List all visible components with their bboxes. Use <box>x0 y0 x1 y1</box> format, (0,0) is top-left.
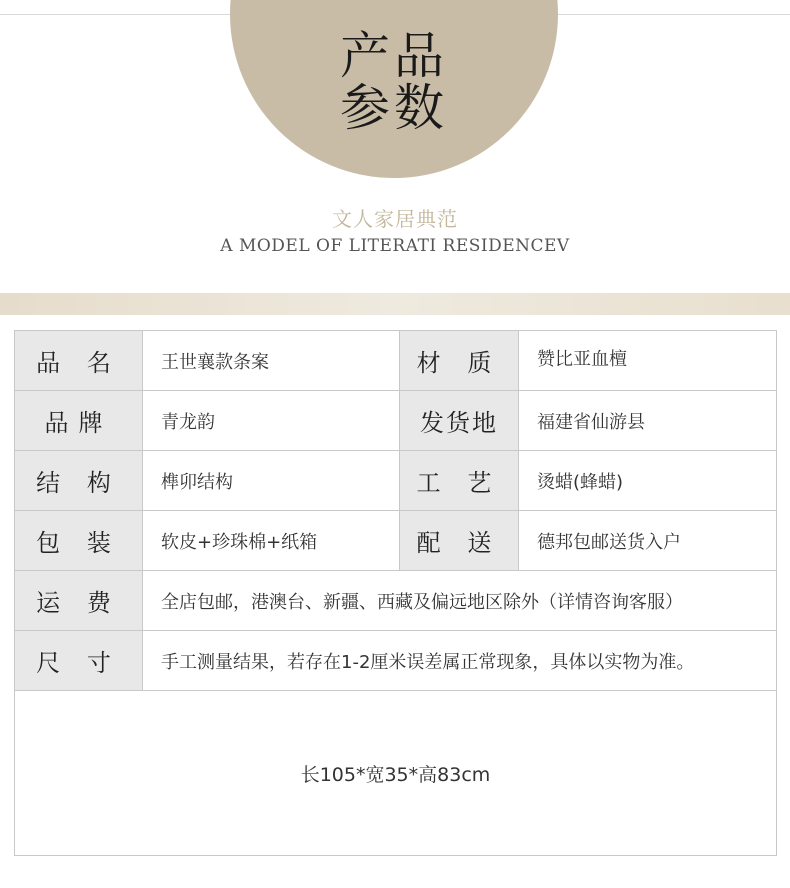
spec-value-size-note: 手工测量结果，若存在1-2厘米误差属正常现象，具体以实物为准。 <box>143 631 777 691</box>
table-row <box>15 451 777 511</box>
subtitle-english: A MODEL OF LITERATI RESIDENCEV <box>220 236 570 256</box>
spec-value-shipping-fee: 全店包邮，港澳台、新疆、西藏及偏远地区除外（详情咨询客服） <box>143 571 777 631</box>
spec-label-packaging: 包 装 <box>15 511 143 571</box>
title-line-1: 产品 <box>340 27 448 85</box>
spec-value-material: 赞比亚血檀 <box>519 331 777 391</box>
table-row <box>15 691 777 856</box>
spec-value-ship-from: 福建省仙游县 <box>519 391 777 451</box>
table-row <box>15 511 777 571</box>
table-row <box>15 571 777 631</box>
spec-value-packaging: 软皮+珍珠棉+纸箱 <box>143 511 400 571</box>
spec-label-ship-from: 发货地 <box>400 391 519 451</box>
page-title <box>230 27 558 137</box>
table-row <box>15 631 777 691</box>
spec-value-craft: 烫蜡(蜂蜡) <box>519 451 777 511</box>
spec-label-craft: 工 艺 <box>400 451 519 511</box>
spec-label-size: 尺 寸 <box>15 631 143 691</box>
table-row <box>15 331 777 391</box>
spec-table <box>14 330 777 856</box>
dimensions-value: 长105*宽35*高83cm <box>15 691 777 856</box>
spec-value-brand: 青龙韵 <box>143 391 400 451</box>
spec-label-name: 品 名 <box>15 331 143 391</box>
title-line-2: 参数 <box>340 79 448 137</box>
table-row <box>15 391 777 451</box>
spec-value-structure: 榫卯结构 <box>143 451 400 511</box>
spec-value-delivery: 德邦包邮送货入户 <box>519 511 777 571</box>
spec-label-shipping-fee: 运 费 <box>15 571 143 631</box>
spec-value-name: 王世襄款条案 <box>143 331 400 391</box>
decorative-band <box>0 293 790 315</box>
spec-label-brand: 品牌 <box>15 391 143 451</box>
subtitle-chinese: 文人家居典范 <box>332 207 458 231</box>
spec-label-delivery: 配 送 <box>400 511 519 571</box>
spec-label-structure: 结 构 <box>15 451 143 511</box>
spec-label-material: 材 质 <box>400 331 519 391</box>
